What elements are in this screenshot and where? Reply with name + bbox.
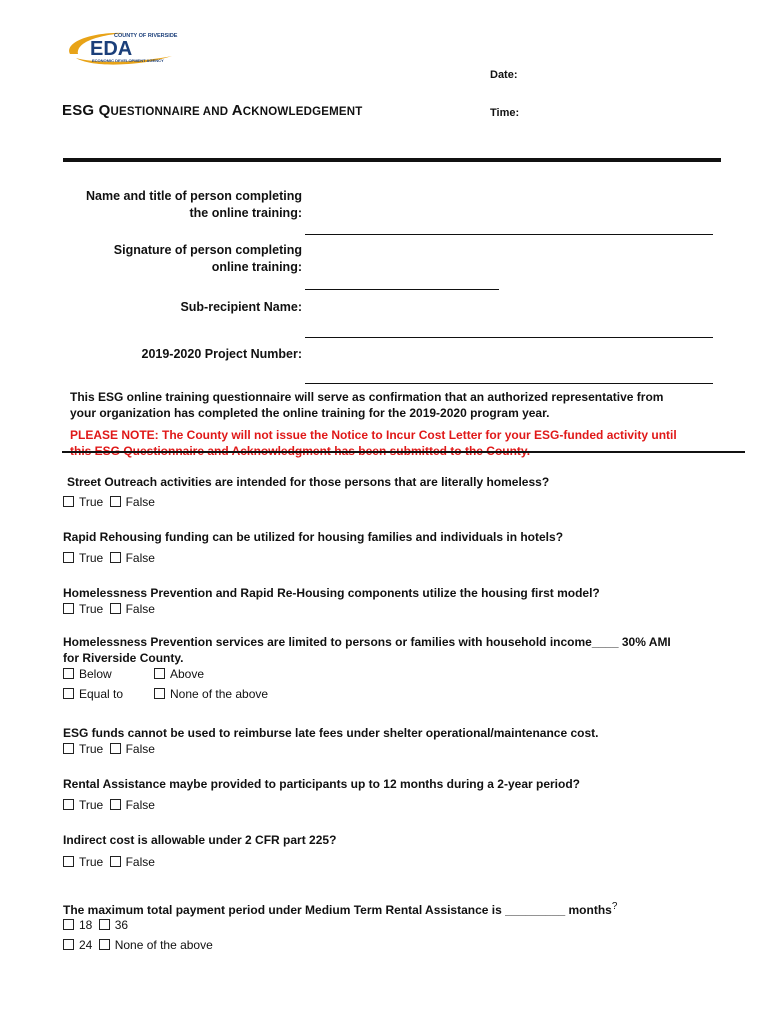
name-title-label [62,188,302,222]
signature-input-line[interactable] [305,289,499,290]
option-label: 24 [79,938,93,952]
q4-option-below [63,666,112,682]
eda-logo [62,28,192,70]
q5-options [63,741,155,757]
logo-top-text: COUNTY OF RIVERSIDE [114,33,178,39]
checkbox[interactable] [63,688,74,699]
title-part: Q [98,102,111,119]
option-label: False [125,855,155,869]
checkbox[interactable] [110,799,121,810]
name-title-input-line[interactable] [305,234,713,235]
option-label: False [125,551,155,565]
option-label: None of the above [170,687,269,701]
question-mark: ? [611,901,618,912]
label-line: Name and title of person completing [86,189,302,203]
option-label: False [125,742,155,756]
option-label: False [125,798,155,812]
section-divider [62,451,745,453]
date-label: Date: [490,69,518,81]
option-label: Above [170,667,205,681]
option-label: True [79,602,104,616]
question-text: The maximum total payment period under Medium Term Rental Assistance is _________ months [63,903,612,917]
logo-sub-text: ECONOMIC DEVELOPMENT AGENCY [92,58,164,63]
q4-option-equal [63,686,123,702]
label-line: online training: [211,260,302,274]
checkbox[interactable] [63,919,74,930]
question-4 [63,634,713,666]
checkbox[interactable] [110,743,121,754]
signature-label [62,242,302,276]
checkbox[interactable] [110,496,121,507]
option-label: False [125,602,155,616]
option-label: Equal to [79,687,124,701]
question-5: ESG funds cannot be used to reimburse late fees under shelter operational/maintenance cost. [63,726,599,740]
q1-options [63,494,155,510]
intro-line: This ESG online training questionnaire will serve as confirmation that an authorized representative from [70,390,664,404]
q3-options [63,601,155,617]
option-label: True [79,495,104,509]
project-number-input-line[interactable] [305,383,713,384]
option-label: True [79,551,104,565]
label-line: the online training: [189,206,302,220]
checkbox[interactable] [110,603,121,614]
question-3: Homelessness Prevention and Rapid Re-Housing components utilize the housing first model? [63,586,600,600]
option-label: 18 [79,918,93,932]
q4-option-none [154,686,268,702]
question-8 [63,899,723,918]
question-6: Rental Assistance maybe provided to participants up to 12 months during a 2-year period? [63,777,580,791]
checkbox[interactable] [63,939,74,950]
checkbox[interactable] [154,688,165,699]
question-line: Homelessness Prevention services are limited to persons or families with household income____ 30% AMI [63,635,671,649]
intro-line: your organization has completed the online training for the 2019-2020 program year. [70,406,550,420]
option-label: True [79,855,104,869]
checkbox[interactable] [63,743,74,754]
q8-options-row1 [63,917,128,933]
option-label: 36 [114,918,129,932]
checkbox[interactable] [99,919,110,930]
note-line: PLEASE NOTE: The County will not issue the Notice to Incur Cost Letter for your ESG-funded activity until [70,428,677,442]
question-1: Street Outreach activities are intended for those persons that are literally homeless? [67,475,550,489]
question-7: Indirect cost is allowable under 2 CFR part 225? [63,833,337,847]
option-label: False [125,495,155,509]
label-line: Signature of person completing [113,243,302,257]
checkbox[interactable] [110,856,121,867]
project-number-label: 2019-2020 Project Number: [141,347,302,361]
intro-paragraph [70,389,720,459]
q8-options-row2 [63,937,213,953]
page-title [62,102,362,119]
title-part: UESTIONNAIRE AND [110,106,232,118]
q4-option-above [154,666,204,682]
checkbox[interactable] [63,603,74,614]
logo-main-text: EDA [90,38,133,60]
checkbox[interactable] [63,496,74,507]
subrecipient-input-line[interactable] [305,337,713,338]
header-divider [63,158,721,162]
checkbox[interactable] [99,939,110,950]
option-label: None of the above [114,938,213,952]
subrecipient-label: Sub-recipient Name: [180,300,302,314]
checkbox[interactable] [154,668,165,679]
checkbox[interactable] [63,856,74,867]
question-line: for Riverside County. [63,651,184,665]
title-part: ESG [62,102,99,119]
title-part: A [231,102,243,119]
checkbox[interactable] [110,552,121,563]
question-2: Rapid Rehousing funding can be utilized for housing families and individuals in hotels? [63,530,564,544]
checkbox[interactable] [63,799,74,810]
checkbox[interactable] [63,552,74,563]
time-label: Time: [490,107,520,119]
option-label: True [79,798,104,812]
title-part: CKNOWLEDGEMENT [242,106,363,118]
checkbox[interactable] [63,668,74,679]
option-label: True [79,742,104,756]
option-label: Below [79,667,112,681]
q2-options [63,550,155,566]
q7-options [63,854,155,870]
q6-options [63,797,155,813]
